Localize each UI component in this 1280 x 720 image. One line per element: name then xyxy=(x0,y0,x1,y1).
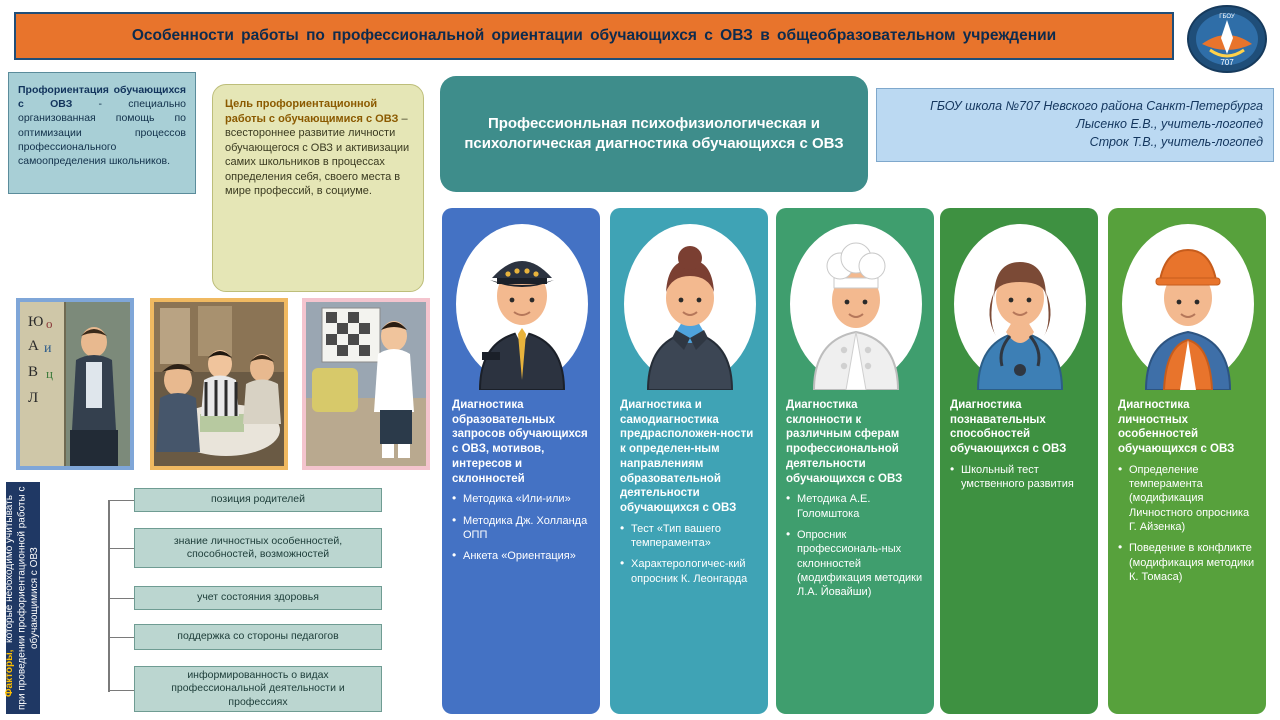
chef-avatar xyxy=(786,218,926,390)
woman-professional-avatar xyxy=(620,218,760,390)
worker-avatar xyxy=(1118,218,1258,390)
author-1: Лысенко Е.В., учитель-логопед xyxy=(1076,117,1263,132)
goal-text-box xyxy=(212,84,424,292)
column-items xyxy=(452,492,590,563)
column-items xyxy=(620,522,758,586)
photo-chess-lesson xyxy=(302,298,430,470)
svg-text:707: 707 xyxy=(1220,58,1234,67)
column-items xyxy=(950,463,1088,492)
svg-text:и: и xyxy=(44,341,52,356)
school-credits-box xyxy=(876,88,1274,162)
factor-label: поддержка со стороны педагогов xyxy=(177,630,339,643)
list-item: • Поведение в конфликте (модификация методики К. Томаса) xyxy=(1118,541,1256,584)
svg-text:ГБОУ: ГБОУ xyxy=(1219,14,1235,20)
list-item: • Методика Дж. Холланда ОПП xyxy=(452,514,590,543)
list-item: • Определение темперамента (модификация Личностного опросника Г. Айзенка) xyxy=(1118,463,1256,534)
factors-connector-5 xyxy=(108,690,134,691)
svg-text:ц: ц xyxy=(46,366,53,381)
svg-text:Ю: Ю xyxy=(28,314,44,330)
school-707-emblem xyxy=(1186,4,1268,74)
author-2: Строк Т.В., учитель-логопед xyxy=(1089,135,1263,150)
goal-text: Цель профориентационной работы с обучающимися с ОВЗ – всестороннее развитие личности обучающегося с ОВЗ и активизации самих школьников в процессах определения себя, своего места в мире профессий, в социуме. xyxy=(225,98,410,198)
photo-student-at-board xyxy=(16,298,134,470)
column-items xyxy=(1118,463,1256,584)
factor-label: учет состояния здоровья xyxy=(197,591,319,604)
svg-text:Л: Л xyxy=(28,390,39,406)
column-personality-traits xyxy=(1108,208,1266,714)
list-item: • Тест «Тип вашего темперамента» xyxy=(620,522,758,551)
svg-text:А: А xyxy=(28,338,39,354)
factor-label: позиция родителей xyxy=(210,493,306,506)
factors-connector-2 xyxy=(108,548,134,549)
factor-label: знание личностных особенностей, способностей, возможностей xyxy=(173,534,343,560)
list-item: • Школьный тест умственного развития xyxy=(950,463,1088,492)
diagnostics-title-text: Профессионльная психофизиологическая и психологическая диагностика обучающихся с ОВЗ xyxy=(464,114,844,152)
list-item: • Анкета «Ориентация» xyxy=(452,549,590,563)
factor-item xyxy=(134,528,382,568)
column-title: Диагностика склонности к различным сферам профессиональной деятельности обучающихся с ОВЗ xyxy=(786,399,903,485)
column-items xyxy=(786,492,924,599)
column-title: Диагностика и самодиагностика предрасположен-ности к определен-ным направлениям образовательной деятельности обучающихся с ОВЗ xyxy=(620,399,754,515)
factors-connector-3 xyxy=(108,598,134,599)
factor-item xyxy=(134,586,382,610)
factor-item xyxy=(134,624,382,650)
list-item: • Опросник профессиональ-ных склонностей (модификация методики Л.А. Йовайши) xyxy=(786,528,924,599)
page-title xyxy=(14,12,1174,60)
svg-text:В: В xyxy=(28,364,39,380)
factors-connector-1 xyxy=(108,500,134,501)
school-name: ГБОУ школа №707 Невского района Санкт-Петербурга xyxy=(930,99,1263,113)
factors-label xyxy=(6,482,40,714)
photo-group-project xyxy=(150,298,288,470)
policeman-avatar xyxy=(452,218,592,390)
column-inclinations xyxy=(776,208,934,714)
column-title: Диагностика личностных особенностей обучающихся с ОВЗ xyxy=(1118,399,1235,456)
intro-text-box xyxy=(8,72,196,194)
column-self-diagnostics xyxy=(610,208,768,714)
list-item: • Методика А.Е. Голомштока xyxy=(786,492,924,521)
column-educational-requests xyxy=(442,208,600,714)
factors-connector-4 xyxy=(108,637,134,638)
intro-text: Профориентация обучающихся с ОВЗ - специально организованная помощь по оптимизации процессов профессионального самоопределения школьников. xyxy=(18,84,186,167)
nurse-avatar xyxy=(950,218,1090,390)
column-cognitive-abilities xyxy=(940,208,1098,714)
svg-text:о: о xyxy=(46,316,53,331)
factor-item xyxy=(134,488,382,512)
list-item: • Методика «Или-или» xyxy=(452,492,590,506)
column-title: Диагностика образовательных запросов обучающихся с ОВЗ, мотивов, интересов и склонностей xyxy=(452,399,588,485)
factors-label-text: Факторы, которые необходимо учитывать при проведении профориентационной работы с обучающимися с ОВЗ xyxy=(4,486,41,710)
diagnostics-title-banner xyxy=(440,76,868,192)
factor-item xyxy=(134,666,382,712)
column-title: Диагностика познавательных способностей обучающихся с ОВЗ xyxy=(950,399,1067,456)
factors-connector-trunk xyxy=(108,500,110,692)
page-title-text: Особенности работы по профессиональной ориентации обучающихся с ОВЗ в общеобразовательном учреждении xyxy=(131,27,1057,45)
factor-label: информированность о видах профессиональной деятельности и профессиях xyxy=(171,669,345,708)
list-item: • Характерологичес-кий опросник К. Леонгарда xyxy=(620,557,758,586)
